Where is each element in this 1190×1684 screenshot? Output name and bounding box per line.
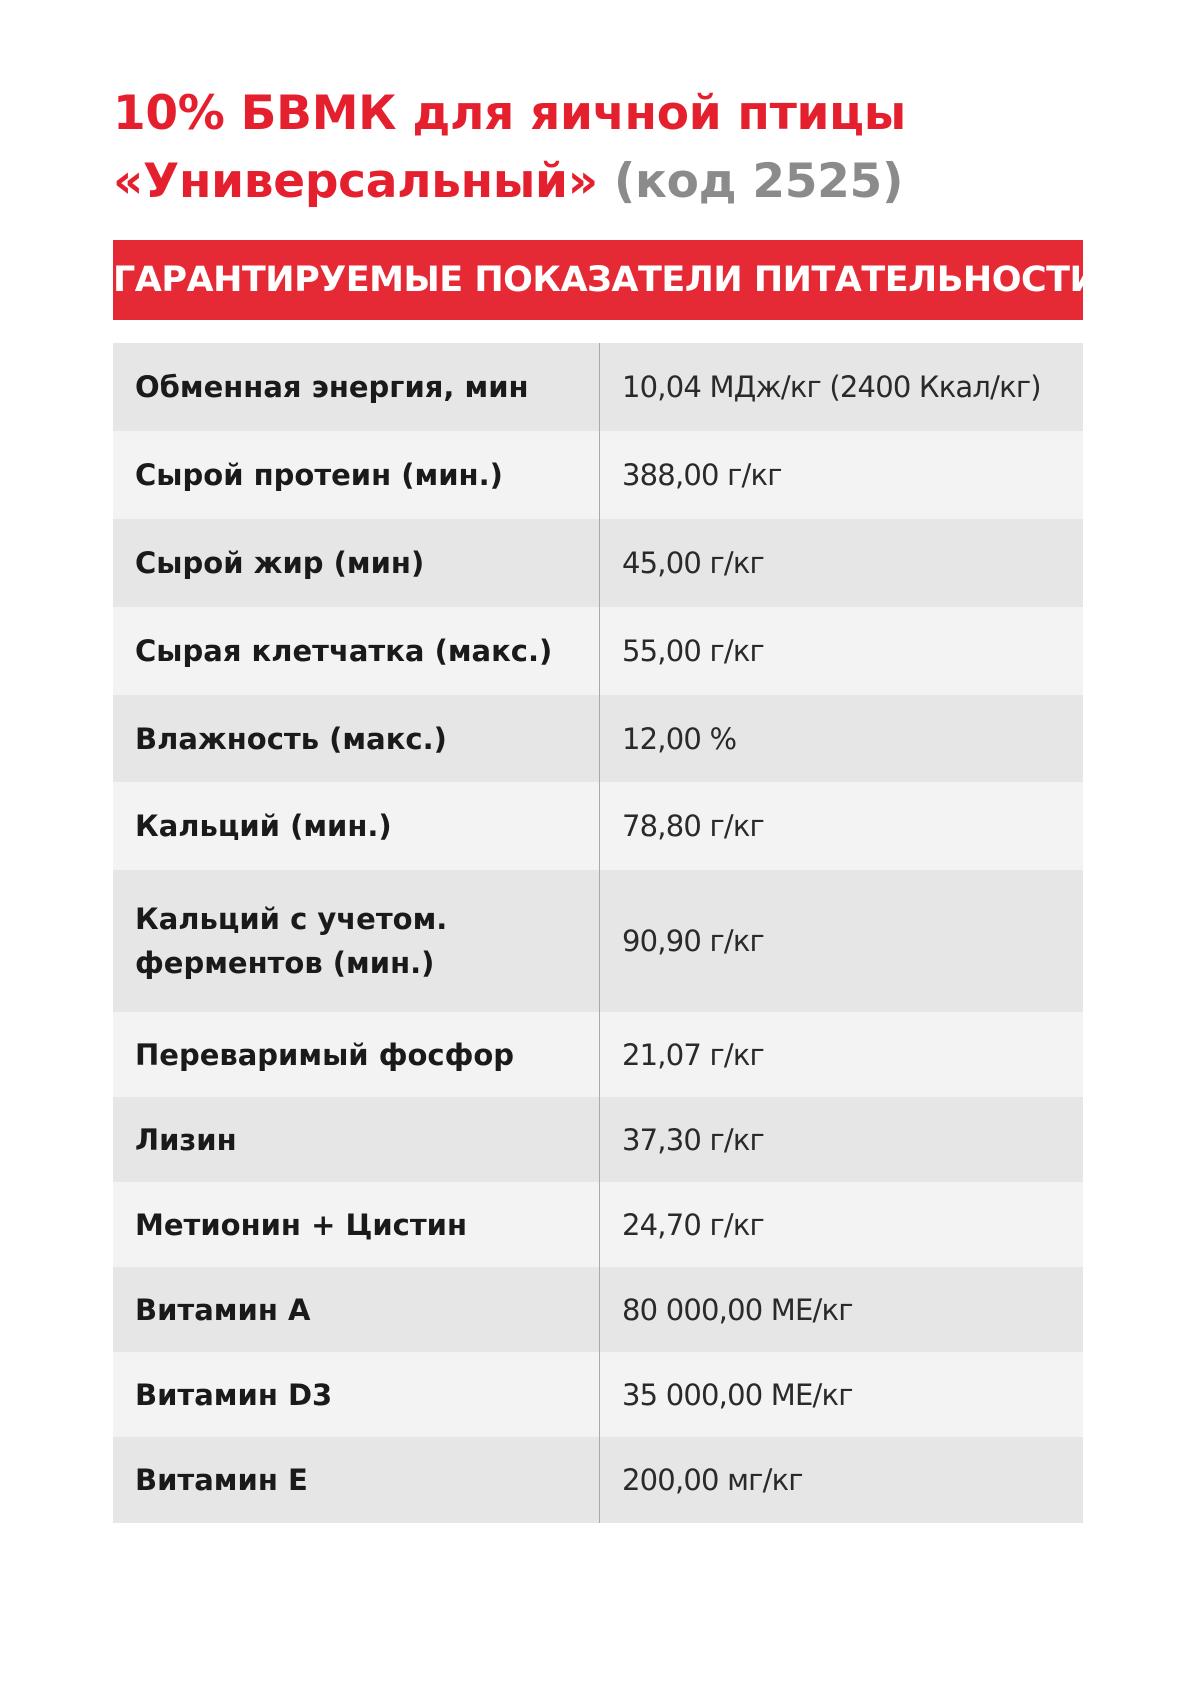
table-row <box>113 1097 1083 1182</box>
table-row <box>113 782 1083 870</box>
row-value: 388,00 г/кг <box>622 458 782 492</box>
row-label: Витамин Е <box>135 1463 308 1497</box>
nutrition-table <box>113 343 1083 1523</box>
table-row <box>113 695 1083 782</box>
row-label: Метионин + Цистин <box>135 1207 468 1242</box>
row-label: Витамин А <box>135 1292 311 1327</box>
table-row <box>113 870 1083 1012</box>
product-code: (код 2525) <box>613 154 904 209</box>
row-value: 90,90 г/кг <box>622 924 764 958</box>
table-row <box>113 1352 1083 1437</box>
table-row <box>113 1437 1083 1523</box>
row-label: Сырой протеин (мин.) <box>135 458 503 492</box>
row-value: 45,00 г/кг <box>622 546 764 580</box>
title-line-2: «Универсальный» <box>113 154 598 209</box>
table-row <box>113 343 1083 431</box>
table-row <box>113 519 1083 607</box>
row-value: 35 000,00 МЕ/кг <box>622 1377 853 1412</box>
table-row <box>113 1012 1083 1097</box>
row-value: 10,04 МДж/кг (2400 Ккал/кг) <box>622 370 1041 404</box>
page-title <box>113 80 906 216</box>
row-label: Лизин <box>135 1122 237 1157</box>
row-value: 12,00 % <box>622 721 737 756</box>
row-label: Кальций (мин.) <box>135 809 392 843</box>
row-label: Влажность (макс.) <box>135 721 447 756</box>
row-label: Кальций с учетом. ферментов (мин.) <box>135 902 448 980</box>
row-value: 78,80 г/кг <box>622 809 764 843</box>
table-row <box>113 1267 1083 1352</box>
row-label: Переваримый фосфор <box>135 1037 515 1072</box>
row-value: 24,70 г/кг <box>622 1207 764 1242</box>
row-value: 21,07 г/кг <box>622 1037 764 1072</box>
section-banner: ГАРАНТИРУЕМЫЕ ПОКАЗАТЕЛИ ПИТАТЕЛЬНОСТИ <box>113 240 1083 320</box>
row-label: Сырая клетчатка (макс.) <box>135 634 553 668</box>
table-row <box>113 607 1083 695</box>
row-value: 80 000,00 МЕ/кг <box>622 1292 853 1327</box>
row-value: 37,30 г/кг <box>622 1122 764 1157</box>
row-label: Обменная энергия, мин <box>135 370 529 404</box>
row-value: 55,00 г/кг <box>622 634 764 668</box>
title-line-1: 10% БВМК для яичной птицы <box>113 86 906 141</box>
table-row <box>113 431 1083 519</box>
row-label: Витамин D3 <box>135 1377 333 1412</box>
row-value: 200,00 мг/кг <box>622 1463 803 1497</box>
table-row <box>113 1182 1083 1267</box>
row-label: Сырой жир (мин) <box>135 546 425 580</box>
